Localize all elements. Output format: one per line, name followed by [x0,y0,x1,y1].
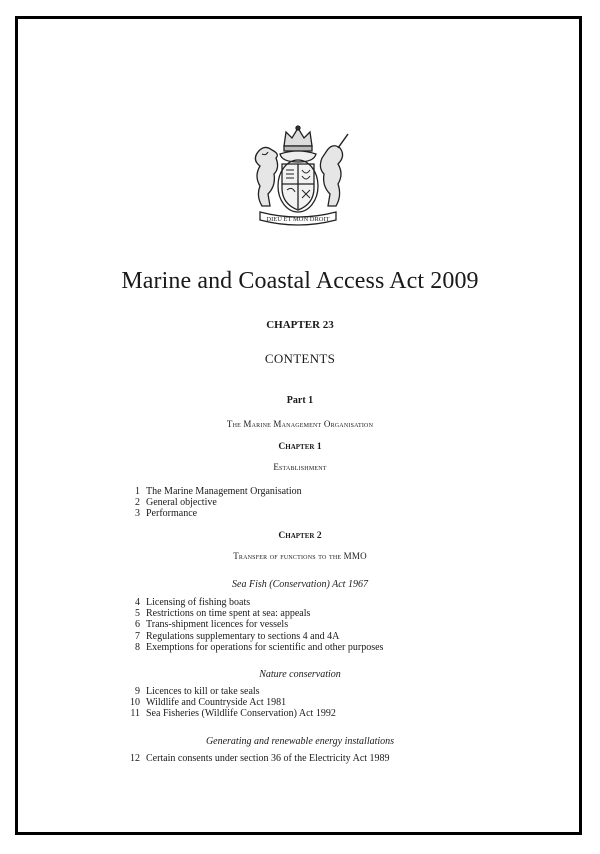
list-item[interactable]: 11 Sea Fisheries (Wildlife Conservation) Act 1992 [130,708,336,720]
list-item[interactable]: 6 Trans-shipment licences for vessels [135,619,289,631]
list-item[interactable]: 4 Licensing of fishing boats [135,597,251,608]
list-item[interactable]: 5 Restrictions on time spent at sea: appeals [135,608,311,620]
list-item[interactable]: 1 The Marine Management Organisation [135,486,302,497]
crest-motto: DIEU ET MON DROIT [266,216,330,223]
chapter-number: CHAPTER 23 [266,319,334,331]
list-item[interactable]: 10 Wildlife and Countryside Act 1981 [130,697,287,709]
act-title: Marine and Coastal Access Act 2009 [121,268,479,294]
contents-heading: CONTENTS [264,351,336,366]
group-heading: Nature conservation [259,669,341,680]
list-item[interactable]: 8 Exemptions for operations for scientific and other purposes [135,641,384,653]
chapter2-group2-list [124,686,336,720]
chapter2-label: Chapter 2 [278,531,322,541]
chapter1-label: Chapter 1 [278,442,322,452]
chapter1-list [124,486,302,520]
list-item[interactable]: 7 Regulations supplementary to sections 4 and 4A [135,630,340,642]
list-item[interactable]: 12 Certain consents under section 36 of the Electricity Act 1989 [130,753,390,764]
group-heading: Sea Fish (Conservation) Act 1967 [232,579,368,590]
list-item[interactable]: 3 Performance [135,508,198,520]
group-heading: Generating and renewable energy installations [205,736,395,747]
part-title: The Marine Management Organisation [226,419,374,429]
list-item[interactable]: 9 Licences to kill or take seals [135,686,260,697]
royal-coat-of-arms-icon [242,124,354,228]
chapter2-title: Transfer of functions to the MMO [233,551,367,561]
list-item[interactable]: 2 General objective [135,497,217,509]
chapter2-group3-list [124,753,390,764]
part-label: Part 1 [286,395,314,406]
chapter2-group1-list [124,597,383,653]
chapter1-title: Establishment [273,462,327,472]
